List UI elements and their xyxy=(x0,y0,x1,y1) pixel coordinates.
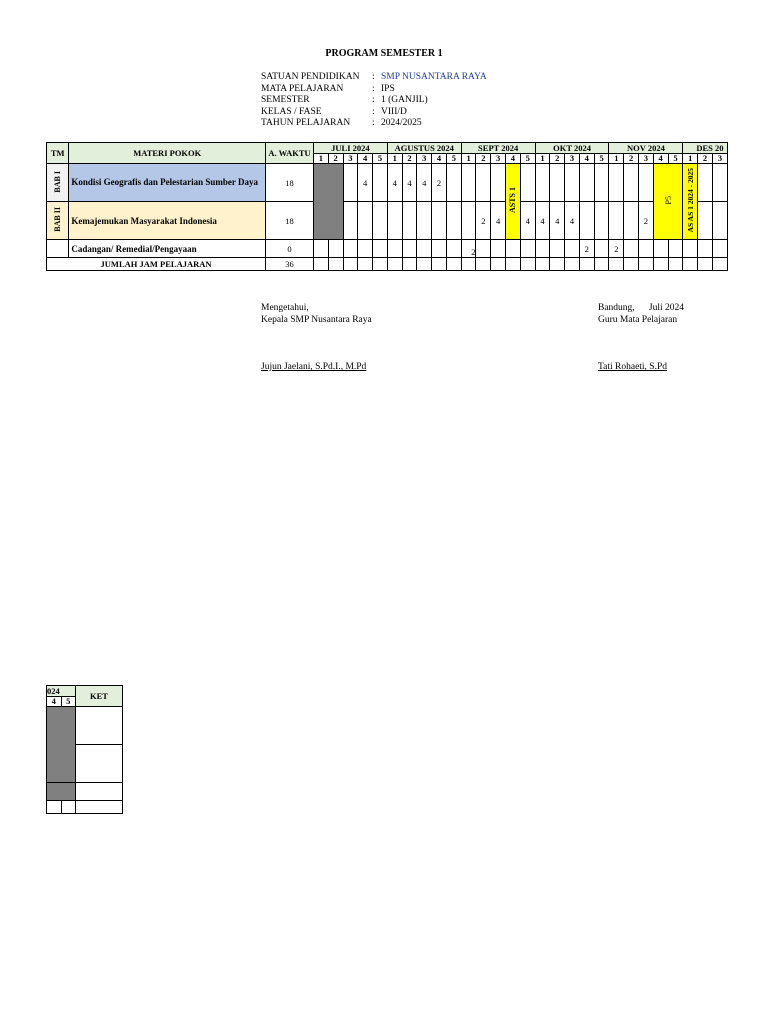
sig-right-line2: Guru Mata Pelajaran xyxy=(598,315,678,325)
info-label: KELAS / FASE xyxy=(261,106,322,117)
info-label: MATA PELAJARAN xyxy=(261,83,344,94)
header-tm: TM xyxy=(47,143,69,164)
value-cell: 4 xyxy=(491,202,506,240)
week-cell: 5 xyxy=(668,154,683,164)
value-cell: 2 xyxy=(609,240,624,258)
value-cell: 2 xyxy=(639,202,654,240)
waktu-cell: 0 xyxy=(266,240,314,258)
sig-right-line1: Bandung, Juli 2024 xyxy=(598,303,685,313)
schedule-table-wrapper xyxy=(46,142,728,271)
ket-cell xyxy=(76,707,123,745)
asas-cell: AS AS 1 2024 - 2025 xyxy=(683,164,698,240)
value-cell: 4 xyxy=(535,202,550,240)
value-cell: 4 xyxy=(417,164,432,202)
header-row-months xyxy=(47,143,728,154)
header-waktu: A. WAKTU xyxy=(266,143,314,164)
week-cell: 2 xyxy=(402,154,417,164)
value-cell: 2 xyxy=(461,240,476,258)
sig-left-line2: Kepala SMP Nusantara Raya xyxy=(261,315,372,325)
info-value: 1 (GANJIL) xyxy=(381,95,428,105)
week-cell: 3 xyxy=(343,154,358,164)
value-cell: 4 xyxy=(520,202,535,240)
week-cell: 2 xyxy=(698,154,713,164)
gray-block xyxy=(47,707,76,783)
week-cell: 4 xyxy=(432,154,447,164)
week-cell: 3 xyxy=(712,154,727,164)
month-header: NOV 2024 xyxy=(609,143,683,154)
month-header: DES 20 xyxy=(683,143,728,154)
value-cell: 2 xyxy=(579,240,594,258)
bab-cell: BAB II xyxy=(47,202,69,240)
month-header: JULI 2024 xyxy=(313,143,387,154)
week-cell: 4 xyxy=(47,697,62,707)
sig-left-line1: Mengetahui, xyxy=(261,303,309,313)
bab-cell: BAB I xyxy=(47,164,69,202)
week-cell: 5 xyxy=(446,154,461,164)
week-cell: 4 xyxy=(579,154,594,164)
sig-left-name: Jujun Jaelani, S.Pd.I., M.Pd xyxy=(261,362,367,372)
week-cell: 1 xyxy=(387,154,402,164)
total-label: JUMLAH JAM PELAJARAN xyxy=(47,258,266,271)
total-row xyxy=(47,258,728,271)
week-cell: 4 xyxy=(358,154,373,164)
week-cell: 1 xyxy=(535,154,550,164)
table-row xyxy=(47,202,728,240)
asts-cell: ASTS 1 xyxy=(506,164,521,240)
week-cell: 4 xyxy=(506,154,521,164)
waktu-cell: 18 xyxy=(266,202,314,240)
table-row xyxy=(47,240,728,258)
week-cell: 3 xyxy=(491,154,506,164)
header-materi: MATERI POKOK xyxy=(69,143,266,164)
value-cell: 4 xyxy=(358,164,373,202)
week-cell: 5 xyxy=(373,154,388,164)
info-value: 2024/2025 xyxy=(381,118,422,128)
info-label: SATUAN PENDIDIKAN xyxy=(261,72,360,82)
ket-cell xyxy=(76,745,123,783)
week-cell: 2 xyxy=(328,154,343,164)
week-cell: 3 xyxy=(565,154,580,164)
month-header: SEPT 2024 xyxy=(461,143,535,154)
week-cell: 5 xyxy=(594,154,609,164)
week-cell: 3 xyxy=(417,154,432,164)
info-label: TAHUN PELAJARAN xyxy=(261,118,351,128)
week-cell: 5 xyxy=(520,154,535,164)
week-cell: 1 xyxy=(313,154,328,164)
ket-cell xyxy=(76,783,123,801)
value-cell: 4 xyxy=(565,202,580,240)
value-cell: 2 xyxy=(432,164,447,202)
week-cell: 2 xyxy=(624,154,639,164)
gray-block xyxy=(313,164,343,240)
value-cell: 2 xyxy=(476,202,491,240)
total-value: 36 xyxy=(266,258,314,271)
week-cell: 4 xyxy=(653,154,668,164)
week-cell: 1 xyxy=(609,154,624,164)
month-fragment: 024 xyxy=(47,686,76,697)
info-value: SMP NUSANTARA RAYA xyxy=(381,72,487,82)
materi-cell: Kondisi Geografis dan Pelestarian Sumber Daya xyxy=(69,164,266,202)
week-cell: 2 xyxy=(476,154,491,164)
week-cell: 3 xyxy=(639,154,654,164)
info-label: SEMESTER xyxy=(261,95,310,105)
overflow-table xyxy=(46,685,123,814)
materi-cell: Kemajemukan Masyarakat Indonesia xyxy=(69,202,266,240)
info-value: VIII/D xyxy=(381,106,407,117)
value-cell: 4 xyxy=(550,202,565,240)
page-title: PROGRAM SEMESTER 1 xyxy=(325,48,443,59)
overflow-table-wrapper xyxy=(46,685,123,814)
materi-cell: Cadangan/ Remedial/Pengayaan xyxy=(69,240,266,258)
value-cell: 4 xyxy=(387,164,402,202)
table-row xyxy=(47,164,728,202)
sig-right-name: Tati Rohaeti, S.Pd xyxy=(598,362,668,372)
week-cell: 2 xyxy=(550,154,565,164)
week-cell: 1 xyxy=(461,154,476,164)
info-value: IPS xyxy=(381,83,395,94)
value-cell: 4 xyxy=(402,164,417,202)
gray-block xyxy=(47,783,76,801)
waktu-cell: 18 xyxy=(266,164,314,202)
p5-cell: P5 xyxy=(653,164,683,240)
month-header: OKT 2024 xyxy=(535,143,609,154)
week-cell: 5 xyxy=(61,697,76,707)
schedule-table xyxy=(46,142,728,271)
header-ket: KET xyxy=(76,686,123,707)
month-header: AGUSTUS 2024 xyxy=(387,143,461,154)
week-cell: 1 xyxy=(683,154,698,164)
